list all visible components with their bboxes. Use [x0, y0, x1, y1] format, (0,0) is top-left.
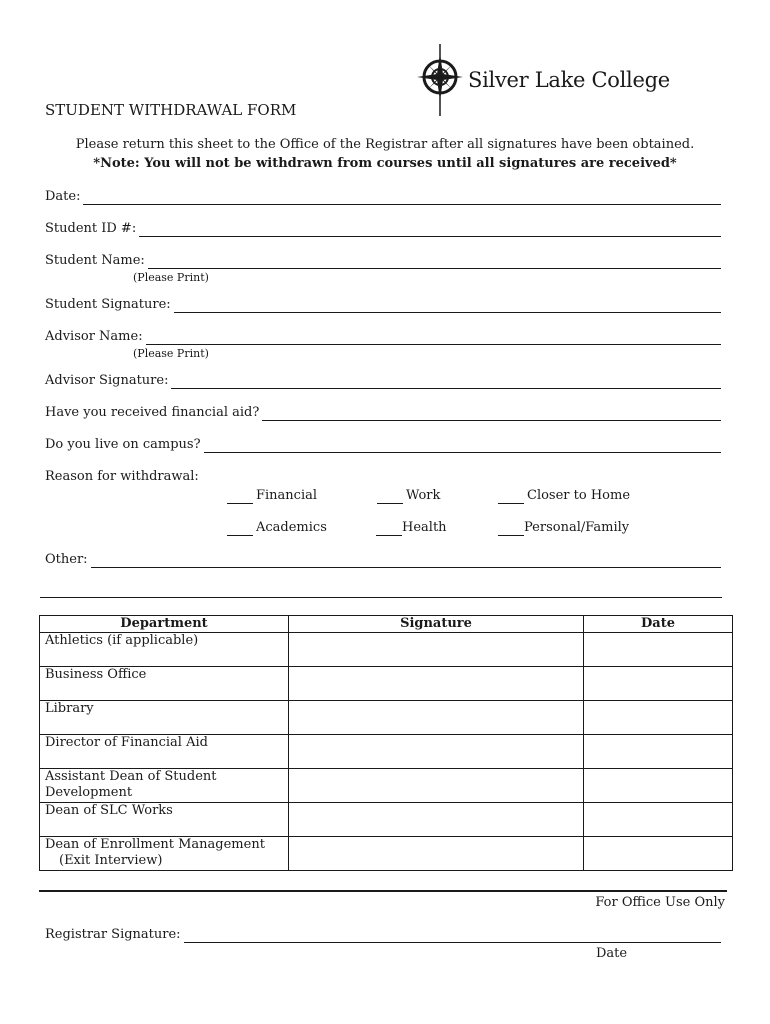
other-label: Other:	[45, 552, 88, 567]
date-field[interactable]	[45, 189, 721, 205]
signature-cell[interactable]	[289, 667, 584, 701]
office-divider	[39, 890, 727, 892]
reason-academics-label: Academics	[256, 520, 327, 535]
financial-aid-field[interactable]	[45, 405, 721, 421]
reason-closer-to-home-label: Closer to Home	[527, 488, 631, 503]
dept-name: Assistant Dean of Student Development	[45, 769, 217, 800]
dept-name: Director of Financial Aid	[45, 735, 208, 750]
dept-name: Business Office	[45, 667, 147, 682]
college-name: Silver Lake College	[468, 68, 670, 92]
instruction-text: Please return this sheet to the Office of the Registrar after all signatures have been obtained.	[75, 137, 695, 152]
date-label: Date:	[45, 189, 81, 204]
table-row	[40, 769, 733, 803]
dept-cell	[40, 667, 289, 701]
student-name-label: Student Name:	[45, 253, 145, 268]
dept-name: Athletics (if applicable)	[45, 633, 199, 648]
campus-field[interactable]	[45, 437, 721, 453]
table-row	[40, 633, 733, 667]
student-signature-field[interactable]	[45, 297, 721, 313]
table-row	[40, 837, 733, 871]
reason-financial-label: Financial	[256, 488, 318, 503]
signature-cell[interactable]	[289, 803, 584, 837]
office-date-label: Date	[596, 946, 628, 961]
table-header-row	[40, 616, 733, 633]
registrar-signature-label: Registrar Signature:	[45, 927, 181, 942]
reason-personal-family[interactable]	[498, 520, 629, 536]
dept-cell	[40, 837, 289, 871]
note-text: *Note: You will not be withdrawn from courses until all signatures are received*	[93, 156, 677, 171]
advisor-name-field[interactable]	[45, 329, 721, 345]
signature-cell[interactable]	[289, 735, 584, 769]
dept-cell	[40, 701, 289, 735]
dept-name: Dean of SLC Works	[45, 803, 173, 818]
signature-cell[interactable]	[289, 769, 584, 803]
reason-health-label: Health	[402, 520, 447, 535]
registrar-signature-field[interactable]	[45, 927, 721, 943]
advisor-name-label: Advisor Name:	[45, 329, 143, 344]
student-signature-label: Student Signature:	[45, 297, 171, 312]
dept-name: Dean of Enrollment Management	[45, 837, 265, 852]
reason-work[interactable]	[377, 488, 440, 504]
date-cell[interactable]	[584, 803, 733, 837]
reason-work-label: Work	[406, 488, 441, 503]
reason-personal-family-label: Personal/Family	[524, 520, 630, 535]
signature-cell[interactable]	[289, 837, 584, 871]
signature-cell[interactable]	[289, 633, 584, 667]
advisor-signature-field[interactable]	[45, 373, 721, 389]
date-cell[interactable]	[584, 667, 733, 701]
date-cell[interactable]	[584, 769, 733, 803]
table-row	[40, 667, 733, 701]
advisor-signature-label: Advisor Signature:	[45, 373, 169, 388]
form-title: STUDENT WITHDRAWAL FORM	[45, 101, 297, 119]
date-cell[interactable]	[584, 633, 733, 667]
advisor-name-hint: (Please Print)	[133, 347, 209, 360]
student-id-label: Student ID #:	[45, 221, 137, 236]
reason-label: Reason for withdrawal:	[45, 469, 199, 484]
date-cell[interactable]	[584, 837, 733, 871]
dept-subtitle: (Exit Interview)	[59, 853, 163, 868]
financial-aid-label: Have you received financial aid?	[45, 405, 260, 420]
date-cell[interactable]	[584, 735, 733, 769]
compass-rose-icon	[414, 44, 466, 116]
department-signature-table	[39, 615, 733, 871]
dept-cell	[40, 735, 289, 769]
dept-name: Library	[45, 701, 94, 716]
reason-academics[interactable]	[227, 520, 327, 536]
table-row	[40, 803, 733, 837]
student-name-hint: (Please Print)	[133, 271, 209, 284]
table-row	[40, 701, 733, 735]
student-id-field[interactable]	[45, 221, 721, 237]
student-name-field[interactable]	[45, 253, 721, 269]
college-logo	[414, 44, 674, 116]
header-department: Department	[40, 616, 289, 633]
reason-financial[interactable]	[227, 488, 317, 504]
dept-cell	[40, 803, 289, 837]
other-field[interactable]	[45, 552, 721, 568]
dept-cell	[40, 633, 289, 667]
dept-cell	[40, 769, 289, 803]
reason-closer-to-home[interactable]	[498, 488, 630, 504]
header-date: Date	[584, 616, 733, 633]
office-use-label: For Office Use Only	[595, 895, 725, 910]
reason-health[interactable]	[376, 520, 447, 536]
date-cell[interactable]	[584, 701, 733, 735]
table-row	[40, 735, 733, 769]
other-extra-line[interactable]	[40, 597, 722, 598]
campus-label: Do you live on campus?	[45, 437, 201, 452]
signature-cell[interactable]	[289, 701, 584, 735]
header-signature: Signature	[289, 616, 584, 633]
